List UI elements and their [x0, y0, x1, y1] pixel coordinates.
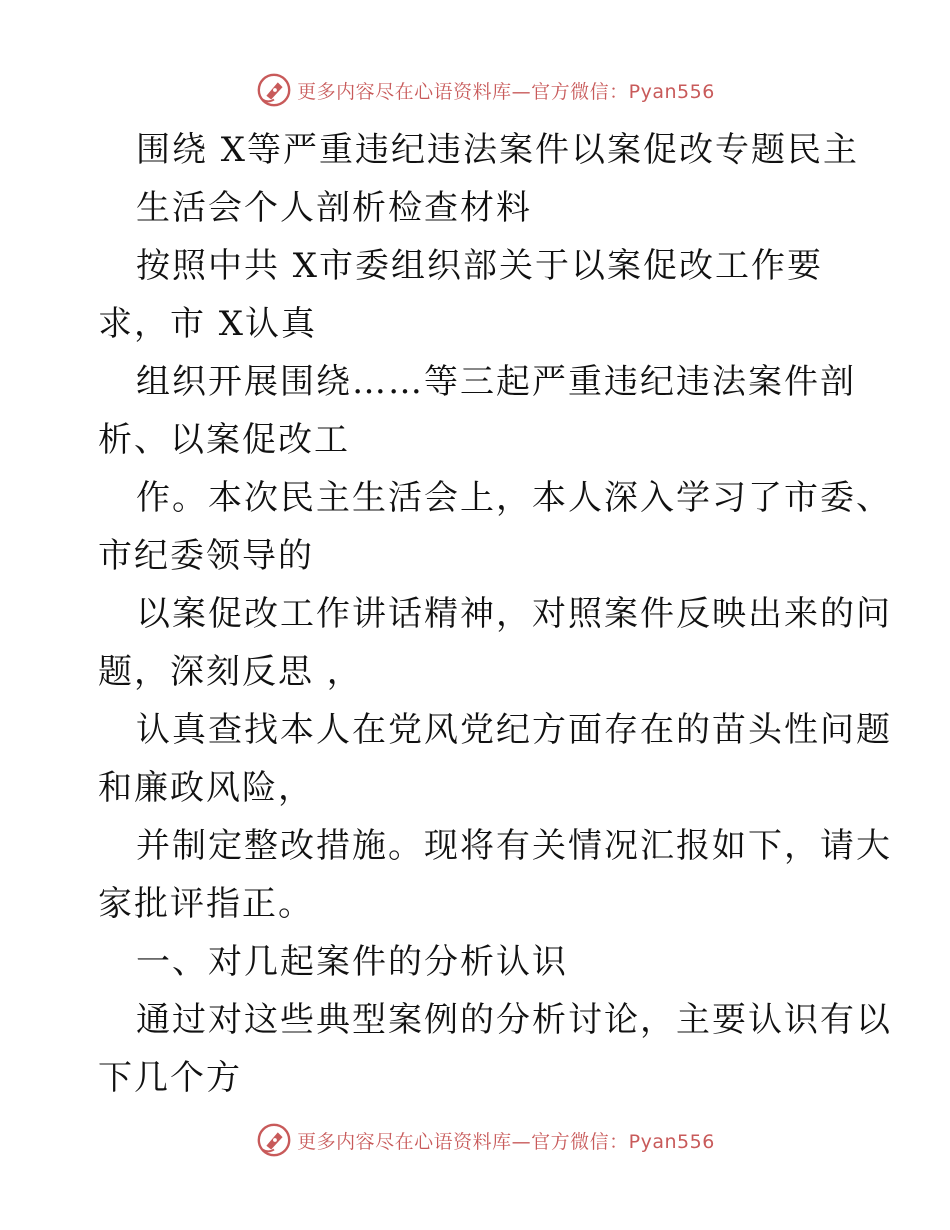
paragraph-6-line-1: 并制定整改措施。现将有关情况汇报如下，请大: [136, 826, 892, 866]
paragraph-7-line-2: 下几个方: [98, 1058, 242, 1098]
paragraph-3-line-2: 市纪委领导的: [98, 536, 314, 576]
paragraph-3-line-1: 作。本次民主生活会上，本人深入学习了市委、: [136, 478, 892, 518]
document-title-line-1: 围绕 X等严重违纪违法案件以案促改专题民主: [136, 130, 860, 170]
pen-nib-logo-icon: [255, 1121, 293, 1159]
paragraph-1-line-2: 求，市 X认真: [98, 304, 318, 344]
paragraph-2-line-2: 析、以案促改工: [98, 420, 350, 460]
paragraph-2-line-1: 组织开展围绕……等三起严重违纪违法案件剖: [136, 362, 856, 402]
paragraph-1-line-1: 按照中共 X市委组织部关于以案促改工作要: [136, 246, 824, 286]
paragraph-4-line-1: 以案促改工作讲话精神，对照案件反映出来的问: [136, 594, 892, 634]
paragraph-5-line-2: 和廉政风险，: [98, 768, 314, 808]
watermark-text: 更多内容尽在心语资料库—官方微信：Pyan556: [297, 1130, 715, 1153]
paragraph-4-line-2: 题，深刻反思 ，: [98, 652, 363, 692]
section-heading-1: 一、对几起案件的分析认识: [136, 942, 568, 982]
paragraph-5-line-1: 认真查找本人在党风党纪方面存在的苗头性问题: [136, 710, 892, 750]
header-watermark: [0, 70, 950, 110]
document-title-line-2: 生活会个人剖析检查材料: [136, 188, 532, 228]
pen-nib-logo-icon: [255, 71, 293, 109]
paragraph-6-line-2: 家批评指正。: [98, 884, 314, 924]
paragraph-7-line-1: 通过对这些典型案例的分析讨论，主要认识有以: [136, 1000, 892, 1040]
footer-watermark: [0, 1120, 950, 1160]
watermark-text: 更多内容尽在心语资料库—官方微信：Pyan556: [297, 80, 715, 103]
